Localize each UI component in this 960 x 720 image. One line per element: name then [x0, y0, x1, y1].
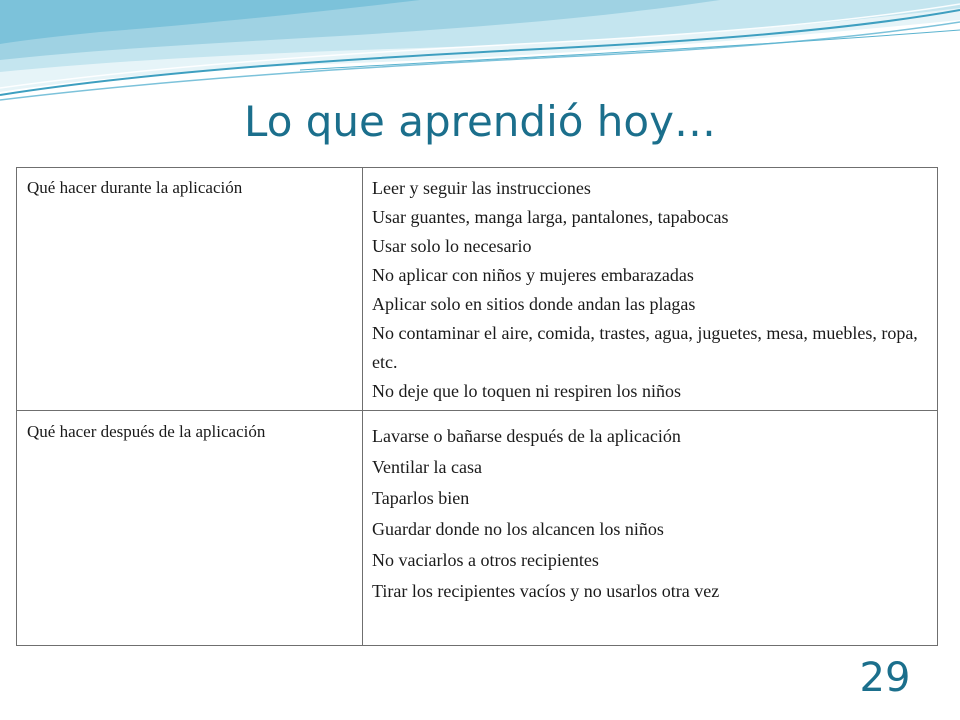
list-item: Tirar los recipientes vacíos y no usarlos otra vez: [372, 581, 720, 601]
table-row: [17, 411, 938, 646]
row-label: Qué hacer durante la aplicación: [17, 168, 363, 411]
list-item: Taparlos bien: [372, 488, 470, 508]
slide-title: Lo que aprendió hoy…: [244, 97, 716, 146]
list-item: Leer y seguir las instrucciones: [372, 178, 591, 198]
row-items: [363, 411, 938, 646]
page-number: 29: [859, 655, 911, 701]
list-item: Usar solo lo necesario: [372, 236, 532, 256]
list-item: No vaciarlos a otros recipientes: [372, 550, 599, 570]
list-item: No deje que lo toquen ni respiren los niños: [372, 381, 681, 401]
row-label: Qué hacer después de la aplicación: [17, 411, 363, 646]
instructions-table: [16, 167, 938, 646]
list-item: No contaminar el aire, comida, trastes, agua, juguetes, mesa, muebles, ropa, etc.: [372, 323, 918, 372]
list-item: Lavarse o bañarse después de la aplicación: [372, 426, 681, 446]
list-item: Aplicar solo en sitios donde andan las plagas: [372, 294, 696, 314]
table-row: [17, 168, 938, 411]
list-item: Guardar donde no los alcancen los niños: [372, 519, 664, 539]
list-item: Usar guantes, manga larga, pantalones, tapabocas: [372, 207, 729, 227]
row-items: [363, 168, 938, 411]
list-item: Ventilar la casa: [372, 457, 482, 477]
list-item: No aplicar con niños y mujeres embarazadas: [372, 265, 694, 285]
